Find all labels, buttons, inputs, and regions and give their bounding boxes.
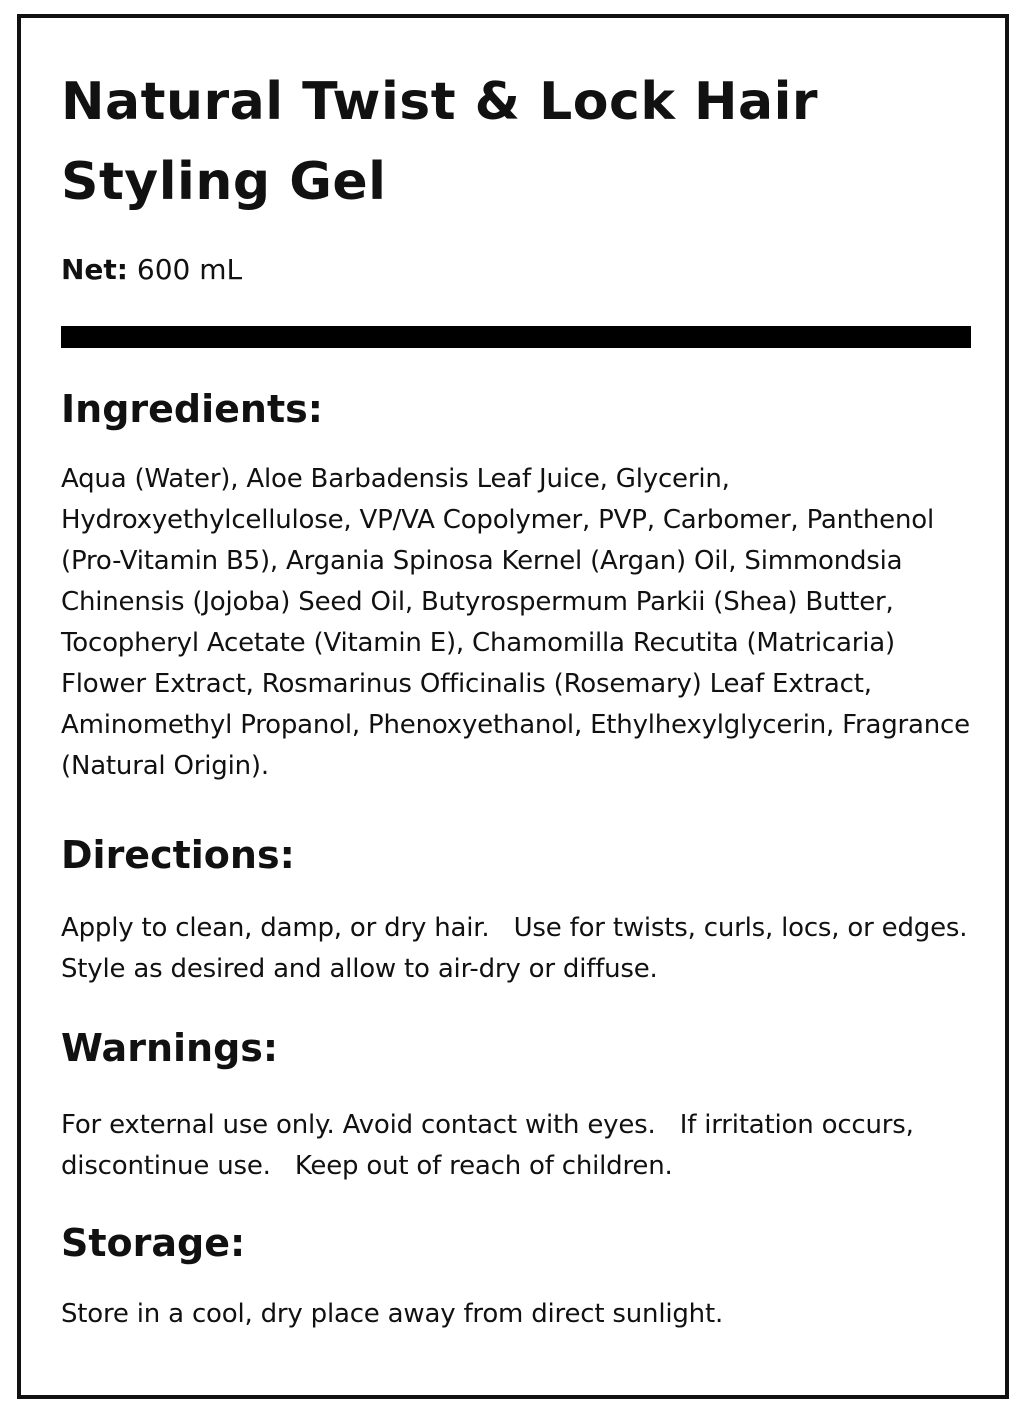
- storage-text: Store in a cool, dry place away from direct sunlight.: [61, 1299, 724, 1329]
- divider-bar: [61, 326, 971, 348]
- net-label: Net:: [61, 253, 129, 286]
- product-label: [17, 14, 1009, 1399]
- net-volume: [61, 250, 242, 290]
- directions-heading: Directions:: [61, 833, 295, 877]
- ingredients-heading: Ingredients:: [61, 387, 323, 431]
- warnings-heading: Warnings:: [61, 1026, 279, 1070]
- directions-text: Apply to clean, damp, or dry hair. Use for twists, curls, locs, or edges. Style as desired and allow to air-dry or diffuse.: [61, 913, 992, 984]
- product-title: Natural Twist & Lock Hair Styling Gel: [61, 72, 819, 212]
- storage-heading: Storage:: [61, 1221, 246, 1265]
- net-value: 600 mL: [136, 253, 243, 286]
- ingredients-text: Aqua (Water), Aloe Barbadensis Leaf Juice, Glycerin, Hydroxyethylcellulose, VP/VA Copolymer, PVP, Carbomer, Panthenol (Pro-Vitamin B5), Argania Spinosa Kernel (Argan) Oil, Simmondsia Chinensis (Jojoba) Seed Oil, Butyrospermum Parkii (Shea) Butter, Tocopheryl Acetate (Vitamin E), Chamomilla Recutita (Matricaria) Flower Extract, Rosmarinus Officinalis (Rosemary) Leaf Extract, Aminomethyl Propanol, Phenoxyethanol, Ethylhexylglycerin, Fragrance (Natural Origin).: [61, 464, 978, 781]
- warnings-text: For external use only. Avoid contact with eyes. If irritation occurs, discontinue use. Keep out of reach of children.: [61, 1110, 922, 1181]
